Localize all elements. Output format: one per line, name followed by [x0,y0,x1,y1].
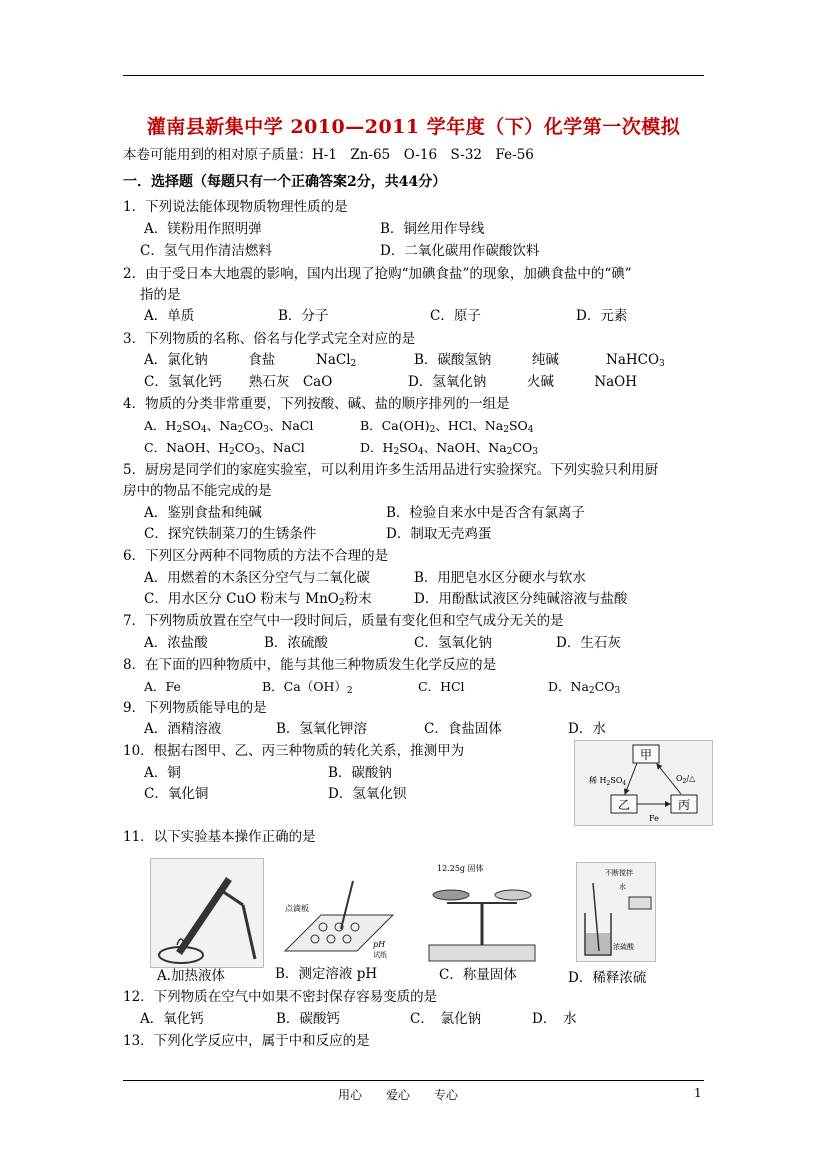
q4-c-4: 3 [254,447,261,457]
q4-a-8: 3 [263,425,269,435]
q3-option-b-formula [606,351,665,369]
label-stir: 不断搅拌 [605,869,633,877]
q4-a-5: 、Na [206,418,238,433]
q6-c-text: C．用水区分 CuO 粉末与 MnO [144,591,339,607]
q9-option-d: D．水 [568,721,606,737]
q4-d-7: CO [512,440,533,455]
q3-a-sub: 2 [350,359,357,369]
holder-handle [243,905,255,959]
q11-option-c: C．称量固体 [439,967,517,983]
q5-option-c: C．探究铁制菜刀的生锈条件 [144,526,317,542]
q4-stem: 4．物质的分类非常重要，下列按酸、碱、盐的顺序排列的一组是 [123,396,510,412]
q10-diagram-svg [575,741,712,825]
q10-option-b: B．碳酸钠 [328,765,392,781]
q7-option-d: D．生石灰 [556,635,621,651]
q8-stem: 8．在下面的四种物质中，能与其他三种物质发生化学反应的是 [123,657,497,673]
q8-b-sub: 2 [346,686,353,696]
q2-option-b: B．分子 [278,308,329,324]
figure-b-svg [281,877,399,961]
label-water: 水 [619,883,626,891]
q5-stem-cont: 房中的物品不能完成的是 [123,483,272,499]
label-mass: 12.25g 固体 [437,864,484,873]
q3-option-c: C．氢氧化钙 熟石灰 CaO [144,374,333,390]
q11-option-d: D．稀释浓硫 [568,970,647,986]
q12-option-d: D． 水 [532,1011,577,1027]
q4-a-7: CO [243,418,264,433]
footer-text: 用心 爱心 专心 [338,1088,459,1102]
q4-a-2: 2 [176,425,183,435]
figure-a-svg [151,859,263,967]
label-left-reagent [589,775,626,787]
q12-stem: 12．下列物质在空气中如果不密封保存容易变质的是 [123,989,438,1005]
label-acid: 浓硫酸 [613,943,634,951]
atomic-masses: 本卷可能用到的相对原子质量：H-1 Zn-65 O-16 S-32 Fe-56 [123,147,534,163]
q4-d-5: 、NaOH、Na [423,440,507,455]
q1-option-c: C．氢气用作清洁燃料 [140,243,272,259]
q8-option-d [548,678,620,696]
q4-c-3: CO [234,440,255,455]
q10-option-d: D．氢氧化钡 [328,786,407,802]
q10-option-c: C．氧化铜 [144,786,209,802]
q8-d-sub1: 2 [588,686,595,696]
q5-option-a: A．鉴别食盐和纯碱 [144,505,262,521]
q11-figure-d [576,862,656,962]
q2-option-c: C．原子 [430,308,481,324]
q9-stem: 9．下列物质能导电的是 [123,700,267,716]
q6-option-c [144,590,372,608]
q4-option-a [144,417,313,435]
q7-option-b: B．浓硫酸 [264,635,328,651]
q10-option-a: A．铜 [144,765,181,781]
q2-stem: 2．由于受日本大地震的影响，国内出现了抢购“加碘食盐”的现象，加碘食盐中的“碘” [123,266,632,282]
figure-c-svg [425,859,539,963]
q13-stem: 13．下列化学反应中，属于中和反应的是 [123,1033,370,1049]
label-yi: 乙 [617,798,631,812]
q3-option-b [414,351,559,369]
q4-a-9: 、NaCl [268,418,314,433]
q2-option-a: A．单质 [144,308,195,324]
q4-d-4: 4 [417,447,424,457]
label-ph: pH [373,940,386,949]
balance-base [429,945,535,961]
q8-d-text: D．Na [548,679,589,694]
q5-stem: 5．厨房是同学们的家庭实验室，可以利用许多生活用品进行实验探究。下列实验只利用厨 [123,462,659,478]
q11-option-b: B．测定溶液 pH [275,966,378,982]
q4-b-4: 2 [503,425,509,435]
q6-option-d: D．用酚酞试液区分纯碱溶液与盐酸 [414,591,628,607]
q3-a-formula: NaCl [316,352,351,368]
left-pan [433,890,469,900]
label-jia: 甲 [639,748,653,762]
q4-option-b [360,417,533,435]
q6-c-text2: 粉末 [344,591,372,607]
q3-b-formula: NaHCO [606,352,660,368]
label-bottom-reagent: Fe [649,814,659,823]
page-title: 灌南县新集中学 2010—2011 学年度（下）化学第一次模拟 [146,116,681,138]
arrow-jia-yi [625,763,637,794]
q4-a-4: 4 [200,425,207,435]
q3-b-text: B．碳酸氢钠 纯碱 [414,352,559,368]
right-pan [495,890,531,900]
q4-b-1: B．Ca(OH) [360,418,430,433]
q9-option-c: C．食盐固体 [424,721,502,737]
q4-b-3: 、HCl、Na [435,418,504,433]
reagent-bottle [629,897,651,909]
q11-figure-a [150,858,264,968]
q4-d-2: 2 [393,447,400,457]
q1-option-b: B．铜丝用作导线 [380,221,485,237]
label-ph-paper: 试纸 [373,951,387,959]
q4-a-3: SO [182,418,201,433]
q8-d-text2: CO [594,679,615,694]
q4-d-1: D．H [360,440,394,455]
q3-stem: 3．下列物质的名称、俗名与化学式完全对应的是 [123,331,416,347]
q10-diagram [574,740,713,826]
figure-d-svg [577,863,655,961]
q4-option-c [144,439,305,457]
q5-option-b: B．检验自来水中是否含有氯离子 [386,505,585,521]
right-reagent-2: /△ [686,774,696,783]
q1-option-d: D．二氧化碳用作碳酸饮料 [380,243,540,259]
q8-d-sub2: 3 [614,686,621,696]
right-reagent-sub: 2 [682,778,687,785]
header-rule [123,75,704,76]
q3-option-d: D．氢氧化钠 火碱 NaOH [408,374,638,390]
q3-b-sub: 3 [659,359,665,369]
left-reagent-2: SO [610,776,623,785]
q2-option-d: D．元素 [576,308,628,324]
q6-c-sub: 2 [338,598,345,608]
q6-stem: 6．下列区分两种不同物质的方法不合理的是 [123,548,389,564]
q10-stem: 10．根据右图甲、乙、丙三种物质的转化关系，推测甲为 [123,743,465,759]
q4-a-6: 2 [237,425,244,435]
q4-a-1: A．H [144,418,177,433]
page-number: 1 [694,1086,702,1100]
q1-option-a: A．镁粉用作照明弹 [144,221,262,237]
q11-figure-b [280,876,400,962]
q4-d-6: 2 [506,447,513,457]
label-bing: 丙 [677,798,691,812]
q6-option-b: B．用肥皂水区分硬水与软水 [414,570,586,586]
q12-option-b: B．碳酸钙 [276,1011,340,1027]
left-reagent-1: 稀 H [589,776,607,785]
section-heading: 一．选择题（每题只有一个正确答案2分，共44分） [123,174,447,190]
q4-b-6: 4 [527,425,534,435]
q9-option-a: A．酒精溶液 [144,721,222,737]
q12-option-a: A．氧化钙 [140,1011,204,1027]
q3-a-text: A．氯化钠 食盐 [144,352,276,368]
q11-stem: 11．以下实验基本操作正确的是 [123,829,316,845]
q2-stem-cont: 指的是 [140,287,181,303]
q4-d-3: SO [399,440,418,455]
q12-option-c: C． 氯化钠 [410,1011,482,1027]
left-reagent-sub2: 4 [622,780,627,787]
q3-option-a-formula [316,351,356,369]
q8-option-c: C．HCl [418,679,465,694]
label-right-reagent [676,774,696,785]
q11-option-a: A.加热液体 [157,968,226,984]
q4-d-8: 3 [532,447,538,457]
q8-option-a: A．Fe [144,679,181,694]
q8-b-text: B．Ca（OH） [262,679,347,694]
q6-option-a: A．用燃着的木条区分空气与二氧化碳 [144,570,370,586]
q7-option-c: C．氢氧化钠 [414,635,492,651]
q9-option-b: B．氢氧化钾溶 [276,721,367,737]
q7-option-a: A．浓盐酸 [144,635,208,651]
tube-holder [219,889,243,905]
q4-c-2: 2 [229,447,235,457]
q4-b-2: 2 [429,425,436,435]
q4-c-1: C．NaOH、H [144,440,230,455]
q1-stem: 1．下列说法能体现物质物理性质的是 [123,199,348,215]
q8-option-b [262,678,353,696]
q4-option-d [360,439,538,457]
footer-rule [123,1080,704,1081]
q11-figure-c [424,858,540,964]
q3-option-a [144,351,275,369]
q4-b-5: SO [508,418,528,433]
q5-option-d: D．制取无壳鸡蛋 [386,526,492,542]
label-spot-plate: 点滴板 [285,904,309,913]
right-reagent-1: O [676,774,683,783]
left-reagent-sub1: 2 [606,780,611,787]
q7-stem: 7．下列物质放置在空气中一段时间后，质量有变化但和空气成分无关的是 [123,613,564,629]
q4-c-5: 、NaCl [260,440,305,455]
